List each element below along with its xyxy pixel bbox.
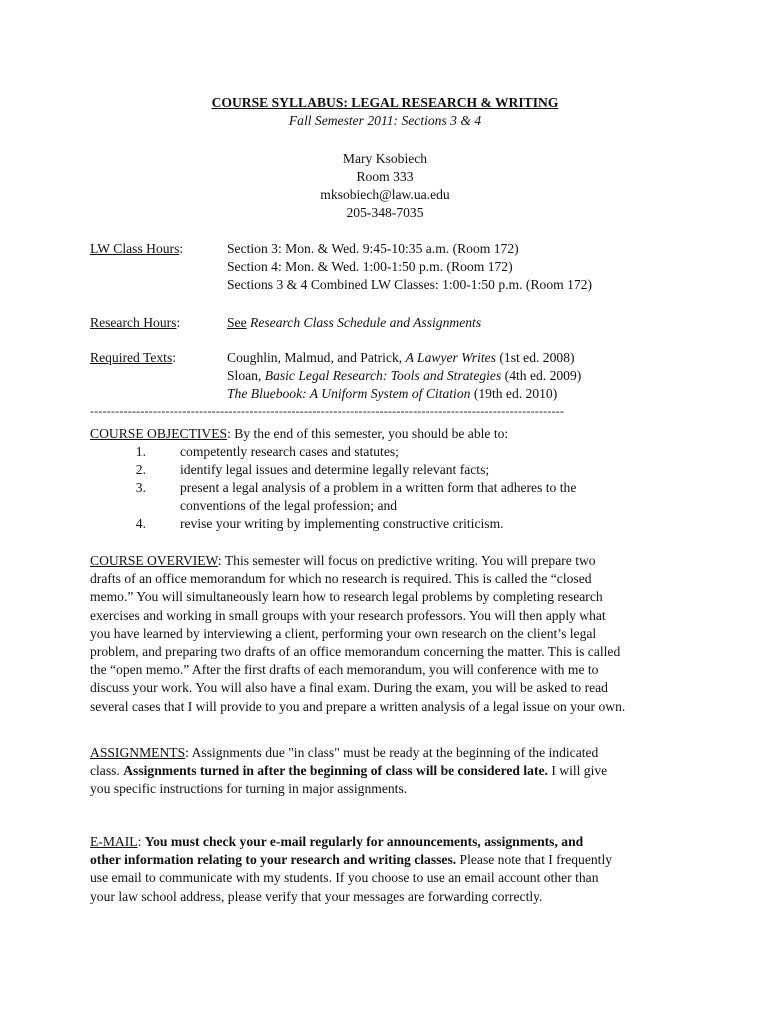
overview-heading: COURSE OVERVIEW bbox=[90, 553, 218, 568]
document-subtitle: Fall Semester 2011: Sections 3 & 4 bbox=[288, 113, 482, 128]
required-text-item: Sloan, Basic Legal Research: Tools and Strategies (4th ed. 2009) bbox=[227, 368, 582, 384]
class-hours-line: Sections 3 & 4 Combined LW Classes: 1:00-1:50 p.m. (Room 172) bbox=[227, 277, 592, 293]
required-text-item: The Bluebook: A Uniform System of Citation (19th ed. 2010) bbox=[227, 386, 558, 402]
class-hours-list bbox=[227, 240, 687, 295]
class-hours-line: Section 3: Mon. & Wed. 9:45-10:35 a.m. (Room 172) bbox=[227, 241, 519, 256]
assignments-paragraph: ASSIGNMENTS: Assignments due "in class" must be ready at the beginning of the indicated class. Assignments turned in after the beginning of class will be considered late. I will give you specific instructions for turning in major assignments. bbox=[90, 745, 608, 797]
email-paragraph: E-MAIL: You must check your e-mail regularly for announcements, assignments, and other information relating to your research and writing classes. Please note that I frequently use email to communicate with my students. If you choose to use an email account other than your law school address, please verify that your messages are forwarding correctly. bbox=[90, 834, 613, 904]
objective-item: 3. present a legal analysis of a problem in a written form that adheres to the conventions of the legal profession; and bbox=[135, 480, 577, 513]
required-text-item: Coughlin, Malmud, and Patrick, A Lawyer Writes (1st ed. 2008) bbox=[227, 350, 575, 365]
overview-paragraph: COURSE OVERVIEW: This semester will focus on predictive writing. You will prepare two drafts of an office memorandum for which no research is required. This is called the “closed memo.” You will simultaneously learn how to research legal problems by completing research exercises and working in small groups with your research professors. You will then apply what you have learned by interviewing a client, performing your own research on the client’s legal problem, and preparing two drafts of an office memorandum concerning the matter. This is called the “open memo.” After the first drafts of each memorandum, you will conference with me to discuss your work. You will also have a final exam. During the exam, you will be asked to read several cases that I will provide to you and prepare a written analysis of a legal issue on your own. bbox=[90, 553, 626, 714]
research-hours-block bbox=[90, 314, 690, 334]
section-divider: ----------------------------------------------------------------------------------------------------------------- bbox=[90, 404, 565, 418]
assignments-heading: ASSIGNMENTS bbox=[90, 745, 186, 760]
instructor-name: Mary Ksobiech bbox=[342, 151, 428, 166]
class-hours-block bbox=[90, 240, 690, 296]
email-heading: E-MAIL bbox=[90, 834, 138, 849]
objective-item: 2. identify legal issues and determine legally relevant facts; bbox=[135, 462, 490, 477]
objective-item: 4. revise your writing by implementing constructive criticism. bbox=[135, 516, 504, 531]
class-hours-label: LW Class Hours: bbox=[90, 241, 184, 256]
objective-item: 1. competently research cases and statutes; bbox=[135, 444, 399, 459]
instructor-phone: 205-348-7035 bbox=[346, 205, 424, 220]
instructor-email: mksobiech@law.ua.edu bbox=[320, 187, 450, 202]
required-texts-label: Required Texts: bbox=[90, 350, 177, 365]
required-texts-block bbox=[90, 349, 690, 405]
class-hours-line: Section 4: Mon. & Wed. 1:00-1:50 p.m. (Room 172) bbox=[227, 259, 513, 275]
research-hours-label: Research Hours: bbox=[90, 315, 181, 330]
instructor-room: Room 333 bbox=[356, 169, 414, 184]
objectives-heading-line: COURSE OBJECTIVES: By the end of this semester, you should be able to: bbox=[90, 426, 509, 441]
required-texts-list bbox=[227, 349, 687, 404]
research-hours-value: See Research Class Schedule and Assignments bbox=[227, 315, 482, 330]
document-title: COURSE SYLLABUS: LEGAL RESEARCH & WRITING bbox=[211, 95, 559, 110]
objectives-heading: COURSE OBJECTIVES bbox=[90, 426, 228, 441]
